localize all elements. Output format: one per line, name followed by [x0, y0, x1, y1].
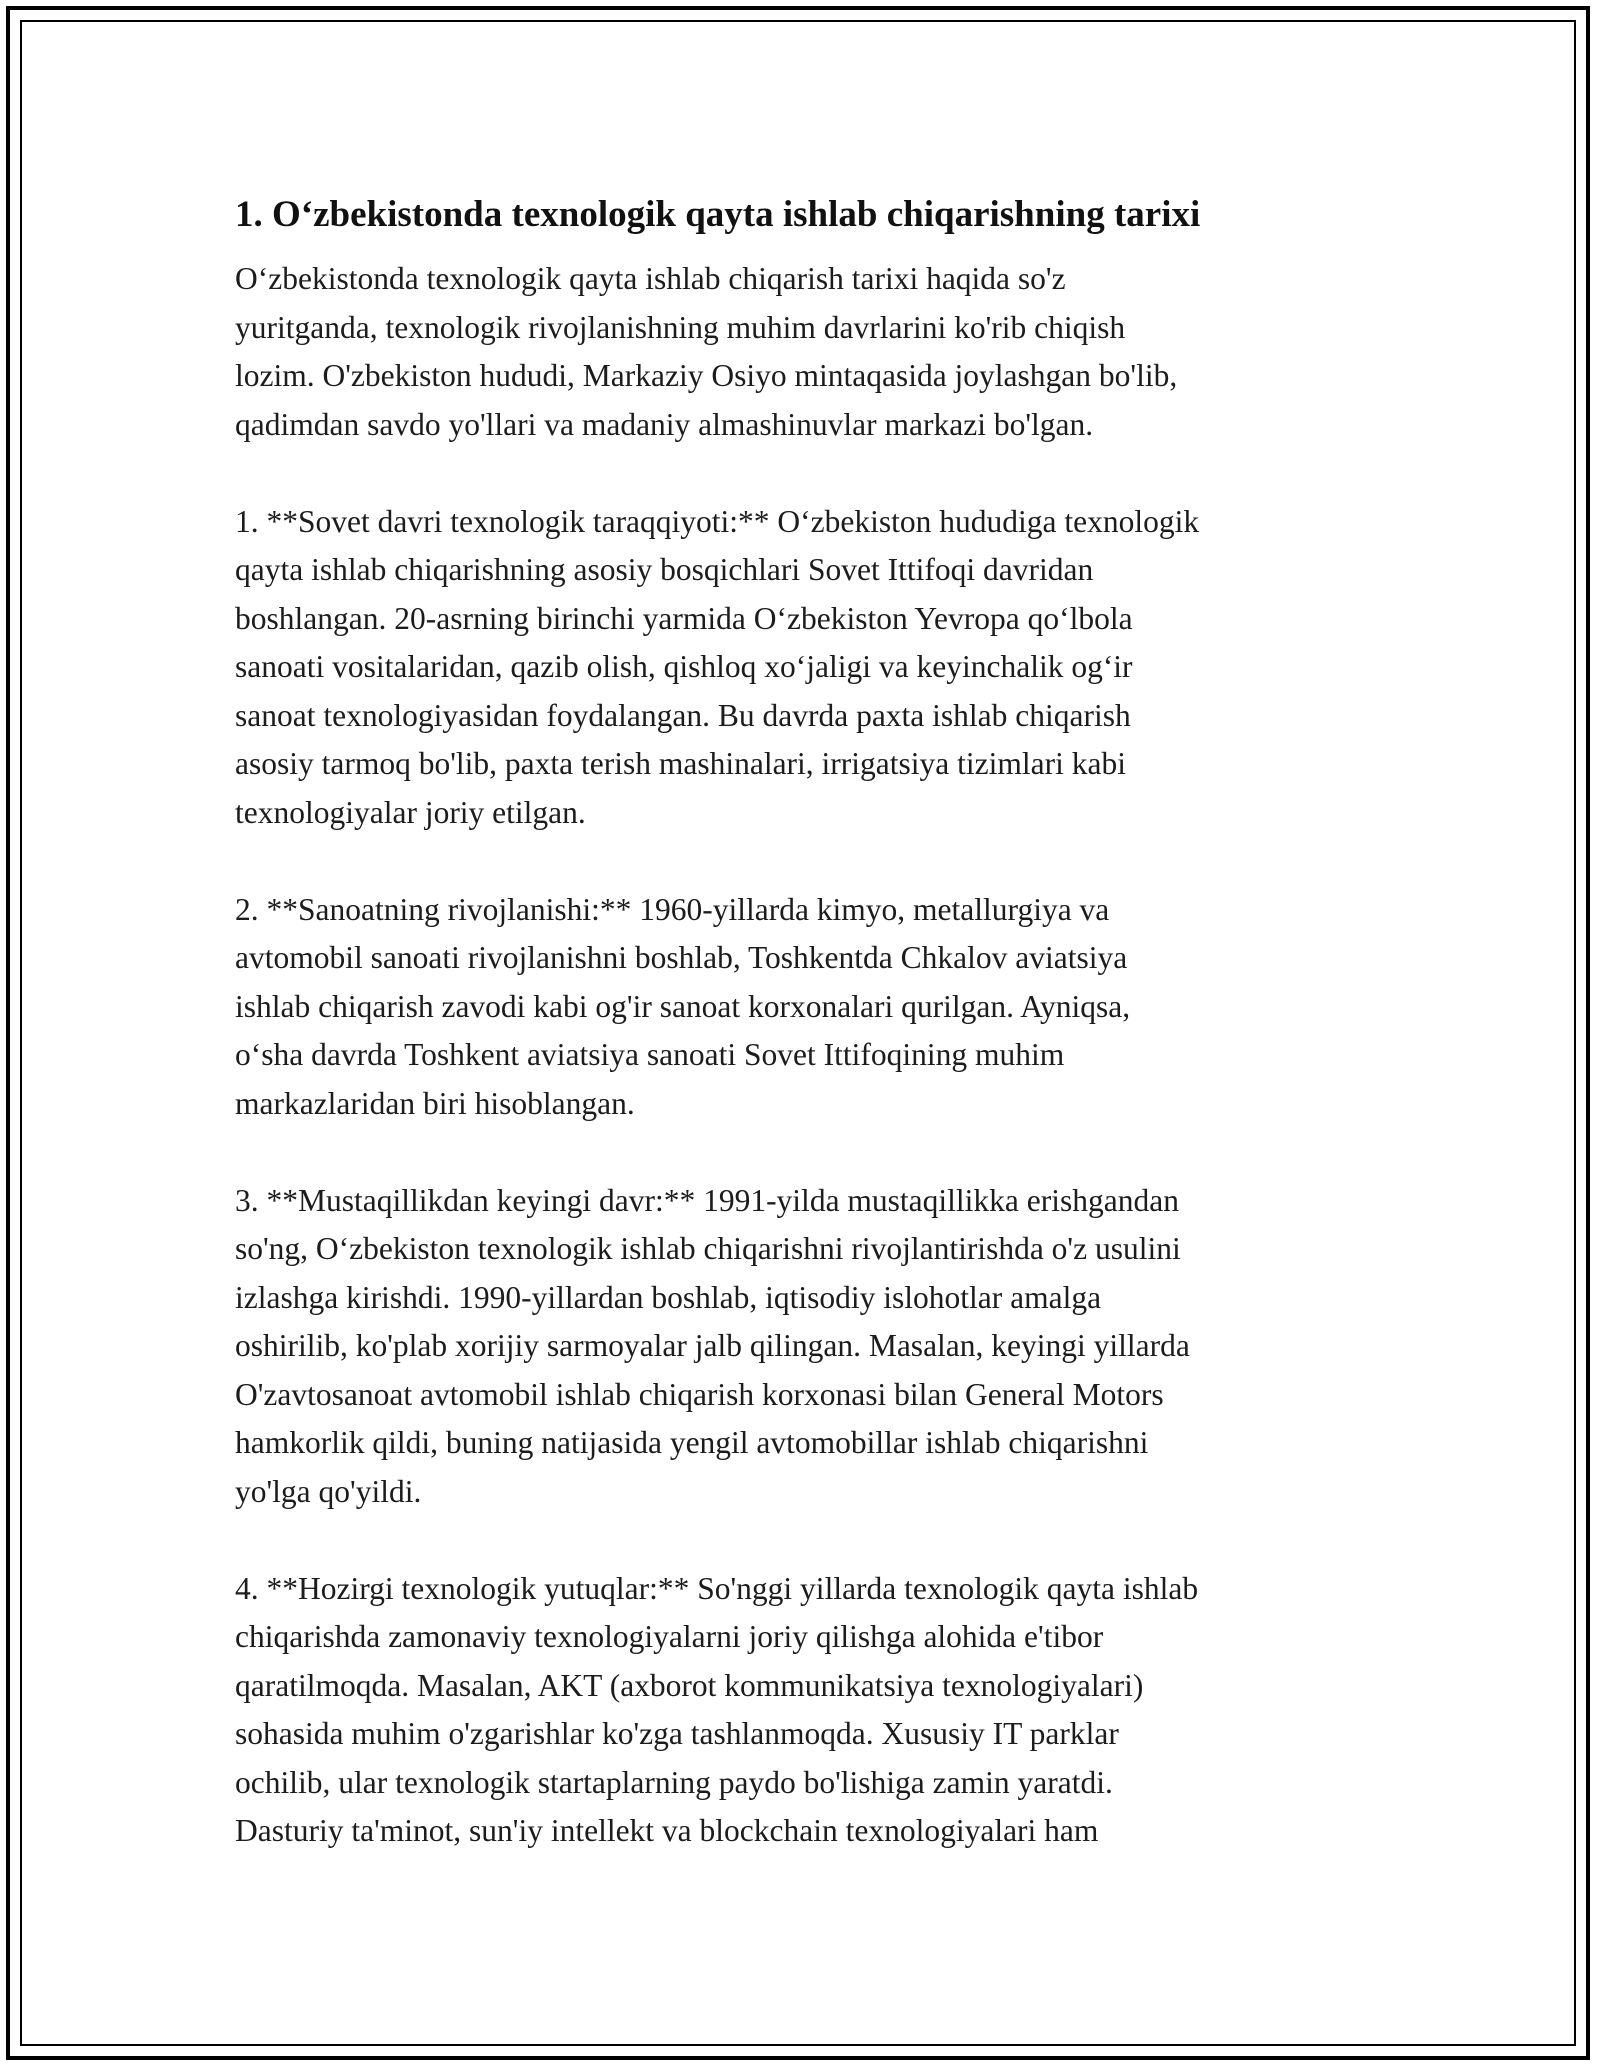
text-line: Dasturiy ta'minot, sun'iy intellekt va blockchain texnologiyalari ham	[235, 1813, 1099, 1848]
text-line: hamkorlik qildi, buning natijasida yengil avtomobillar ishlab chiqarishni	[235, 1425, 1149, 1460]
text-line: ochilib, ular texnologik startaplarning paydo bo'lishiga zamin yaratdi.	[235, 1764, 1113, 1800]
document-body	[235, 185, 1370, 1904]
text-line: 2. **Sanoatning rivojlanishi:** 1960-yillarda kimyo, metallurgiya va	[235, 891, 1110, 927]
text-line: sanoati vositalaridan, qazib olish, qishloq xo‘jaligi va keyinchalik og‘ir	[235, 649, 1133, 684]
text-line: texnologiyalar joriy etilgan.	[235, 794, 586, 830]
text-line: O'zavtosanoat avtomobil ishlab chiqarish korxonasi bilan General Motors	[235, 1376, 1164, 1412]
text-line: qaratilmoqda. Masalan, AKT (axborot kommunikatsiya texnologiyalari)	[235, 1667, 1144, 1703]
section-industry-development-paragraph	[235, 886, 1370, 1129]
text-line: o‘sha davrda Toshkent aviatsiya sanoati Sovet Ittifoqining muhim	[235, 1037, 1065, 1072]
text-line: qadimdan savdo yo'llari va madaniy almashinuvlar markazi bo'lgan.	[235, 406, 1094, 442]
section-post-independence-paragraph	[235, 1177, 1370, 1517]
text-line: chiqarishda zamonaviy texnologiyalarni joriy qilishga alohida e'tibor	[235, 1619, 1104, 1654]
text-line: ishlab chiqarish zavodi kabi og'ir sanoat korxonalari qurilgan. Ayniqsa,	[235, 988, 1131, 1024]
text-line: avtomobil sanoati rivojlanishni boshlab, Toshkentda Chkalov aviatsiya	[235, 940, 1128, 975]
document-heading: 1. O‘zbekistonda texnologik qayta ishlab chiqarishning tarixi	[235, 194, 1201, 235]
text-line: so'ng, O‘zbekiston texnologik ishlab chiqarishni rivojlantirishda o'z usulini	[235, 1231, 1181, 1266]
section-soviet-era-paragraph	[235, 498, 1370, 838]
text-line: oshirilib, ko'plab xorijiy sarmoyalar jalb qilingan. Masalan, keyingi yillarda	[235, 1328, 1190, 1363]
text-line: sanoat texnologiyasidan foydalangan. Bu davrda paxta ishlab chiqarish	[235, 697, 1131, 733]
text-line: markazlaridan biri hisoblangan.	[235, 1085, 635, 1121]
text-line: 1. **Sovet davri texnologik taraqqiyoti:** O‘zbekiston hududiga texnologik	[235, 503, 1200, 539]
text-line: yo'lga qo'yildi.	[235, 1473, 422, 1509]
section-current-achievements-paragraph	[235, 1565, 1370, 1856]
text-line: 4. **Hozirgi texnologik yutuqlar:** So'nggi yillarda texnologik qayta ishlab	[235, 1570, 1199, 1606]
text-line: yuritganda, texnologik rivojlanishning muhim davrlarini ko'rib chiqish	[235, 309, 1126, 345]
text-line: izlashga kirishdi. 1990-yillardan boshlab, iqtisodiy islohotlar amalga	[235, 1279, 1102, 1315]
text-line: asosiy tarmoq bo'lib, paxta terish mashinalari, irrigatsiya tizimlari kabi	[235, 746, 1126, 781]
text-line: lozim. O'zbekiston hududi, Markaziy Osiyo mintaqasida joylashgan bo'lib,	[235, 358, 1178, 393]
text-line: sohasida muhim o'zgarishlar ko'zga tashlanmoqda. Xususiy IT parklar	[235, 1716, 1119, 1751]
text-line: boshlangan. 20-asrning birinchi yarmida O‘zbekiston Yevropa qo‘lbola	[235, 600, 1133, 636]
text-line: 3. **Mustaqillikdan keyingi davr:** 1991-yilda mustaqillikka erishgandan	[235, 1182, 1179, 1218]
intro-paragraph	[235, 255, 1370, 449]
text-line: O‘zbekistonda texnologik qayta ishlab chiqarish tarixi haqida so'z	[235, 261, 1066, 296]
text-line: qayta ishlab chiqarishning asosiy bosqichlari Sovet Ittifoqi davridan	[235, 552, 1094, 587]
